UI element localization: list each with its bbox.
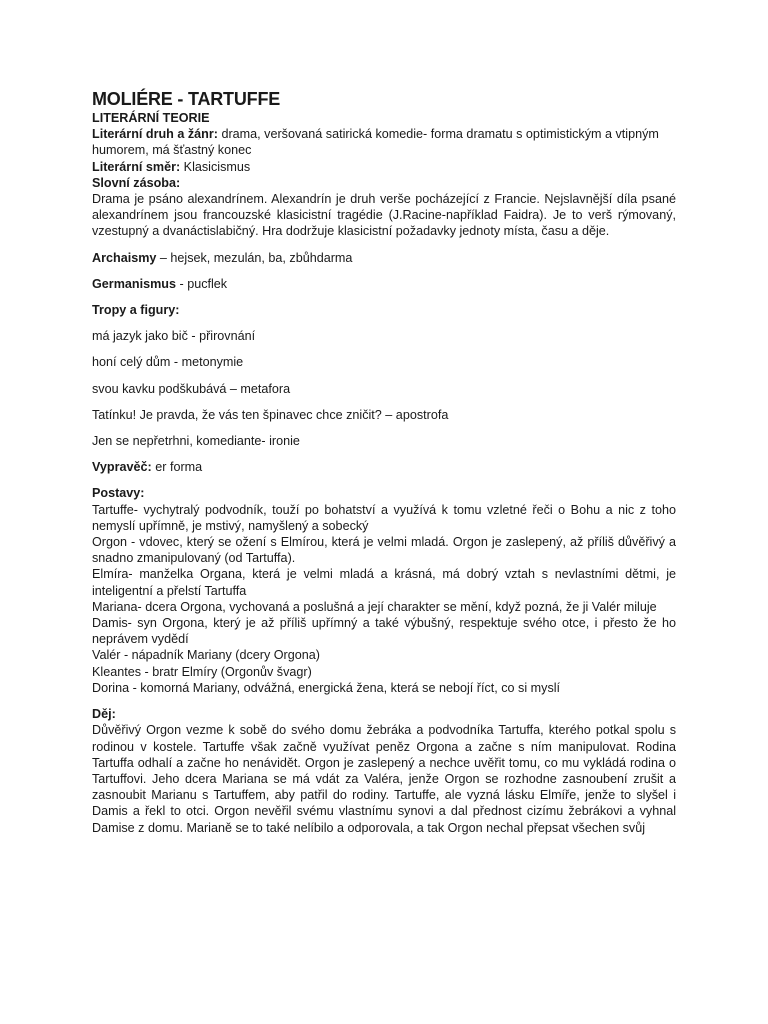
germanism-text: - pucflek (176, 276, 228, 291)
tropes-label: Tropy a figury: (92, 303, 180, 318)
vocab-paragraph: Drama je psáno alexandrínem. Alexandrín je druh verše pocházející z Francie. Nejslavnější díla psané alexandrínem jsou francouzské klasicistní tragédie (J.Racine-například Faidra). Je to verš rýmovaný, vzestupný a dvanáctislabičný. Hra dodržuje klasicistní požadavky jednoty místa, času a děje. (92, 192, 676, 239)
archaism-text: – hejsek, mezulán, ba, zbůhdarma (156, 250, 353, 265)
character-item: Tartuffe- vychytralý podvodník, touží po bohatství a využívá k tomu vzletné řeči o Bohu a nic z toho nemyslí upřímně, je mstivý, namyšlený a sobecký (92, 502, 676, 533)
character-item: Orgon - vdovec, který se ožení s Elmírou, která je velmi mladá. Orgon je zaslepený, až příliš důvěřivý a snadno zmanipulovaný (od Tartuffa). (92, 535, 676, 566)
document-page (92, 88, 676, 836)
trope-item: Jen se nepřetrhni, komediante- ironie (92, 434, 300, 449)
genre-label: Literární druh a žánr: (92, 127, 218, 142)
character-item: Dorina - komorná Mariany, odvážná, energická žena, která se nebojí říct, co si myslí (92, 680, 561, 695)
character-item: Kleantes - bratr Elmíry (Orgonův švagr) (92, 664, 312, 679)
germanism-label: Germanismus (92, 276, 176, 291)
characters-label: Postavy: (92, 486, 145, 501)
direction-line (92, 159, 676, 175)
character-item: Damis- syn Orgona, který je až příliš upřímný a také výbušný, respektuje svého otce, i přesto že ho neprávem vydědí (92, 616, 676, 647)
germanism-line (92, 276, 676, 292)
direction-label: Literární směr: (92, 159, 181, 174)
archaism-line (92, 250, 676, 266)
page-title: MOLIÉRE - TARTUFFE (92, 89, 281, 109)
character-item: Mariana- dcera Orgona, vychovaná a poslušná a její charakter se mění, když pozná, že ji Valér miluje (92, 599, 657, 614)
character-item: Valér - nápadník Mariany (dcery Orgona) (92, 648, 320, 663)
narrator-line (92, 459, 676, 475)
plot-label: Děj: (92, 707, 116, 722)
trope-item: Tatínku! Je pravda, že vás ten špinavec chce zničit? – apostrofa (92, 407, 449, 422)
character-item: Elmíra- manželka Organa, která je velmi mladá a krásná, má dobrý vztah s nevlastními dětmi, je inteligentní a přelstí Tartuffa (92, 567, 676, 598)
trope-item: má jazyk jako bič - přirovnání (92, 329, 256, 344)
narrator-label: Vypravěč: (92, 460, 152, 475)
trope-item: svou kavku podškubává – metafora (92, 381, 291, 396)
vocab-label: Slovní zásoba: (92, 175, 181, 190)
narrator-text: er forma (151, 460, 203, 475)
section-heading-theory: LITERÁRNÍ TEORIE (92, 111, 210, 125)
trope-item: honí celý dům - metonymie (92, 355, 244, 370)
direction-text: Klasicismus (180, 159, 251, 174)
archaism-label: Archaismy (92, 250, 157, 265)
plot-paragraph: Důvěřivý Orgon vezme k sobě do svého domu žebráka a podvodníka Tartuffa, kterého potkal spolu s rodinou v kostele. Tartuffe však začně využívat peněz Orgona a začne s ním manipulovat. Rodina Tartuffa odhalí a začne ho nenávidět. Orgon je zaslepený a nechce uvěřit tomu, co mu vykládá rodina o Tartuffovi. Jeho dcera Mariana se má vdát za Valéra, jenže Orgon se rozhodne zasnoubení zrušit a zasnoubit Marianu s Tartuffem, aby patřil do rodiny. Tartuffe, ale vyzná lásku Elmíře, jenže to slyšel i Damis a řekl to otci. Orgon nevěřil svému vlastnímu synovi a dal přednost cizímu žebrákovi a vyhnal Damise z domu. Marianě se to také nelíbilo a odporovala, a tak Orgon nechal přepsat všechen svůj (92, 723, 676, 835)
genre-text: drama, veršovaná satirická komedie- forma dramatu s optimistickým a vtipným humorem, má šťastný konec (92, 127, 659, 158)
genre-line (92, 126, 676, 158)
